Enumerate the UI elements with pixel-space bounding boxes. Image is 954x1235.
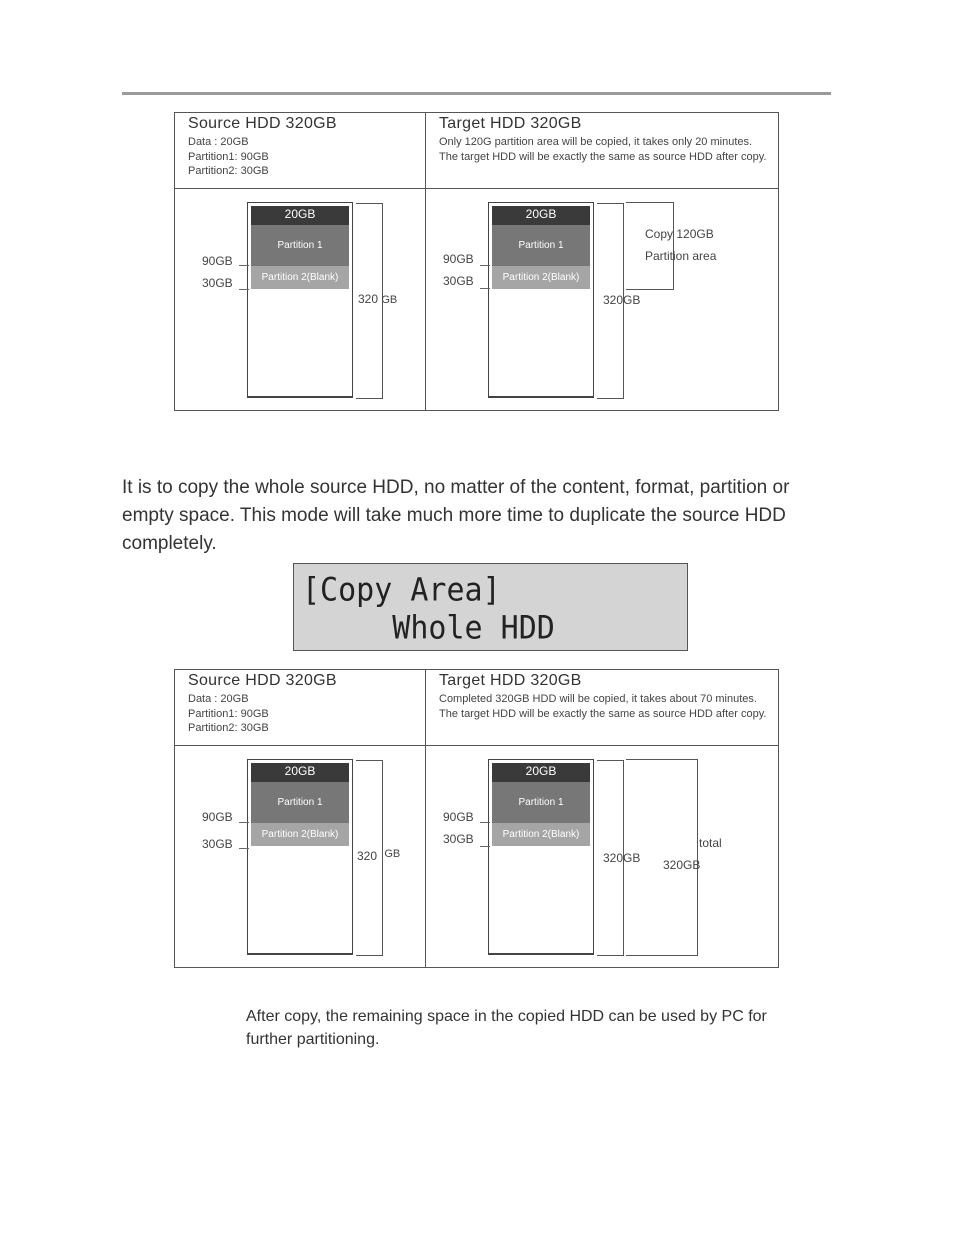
top-rule — [122, 92, 831, 95]
target-info: Only 120G partition area will be copied, it takes only 20 minutes. The target HDD will be exactly the same as source HDD after copy. — [439, 136, 767, 163]
tick — [239, 289, 249, 290]
label-30gb: 30GB — [202, 276, 233, 290]
total-label: 320 GB — [357, 848, 401, 863]
tick — [480, 822, 490, 823]
total-label: 320GB — [603, 293, 641, 307]
partition2-segment: Partition 2(Blank) — [492, 823, 590, 846]
source-info: Data : 20GB Partition1: 90GB Partition2: 30GB — [188, 693, 269, 734]
label-90gb: 90GB — [202, 810, 233, 824]
whole-hdd-description: It is to copy the whole source HDD, no matter of the content, format, partition or empty space. This mode will take much more time to duplicate the source HDD completely. — [122, 477, 790, 554]
total-label: 320 GB — [358, 292, 398, 306]
tick — [480, 846, 490, 847]
tick — [480, 265, 490, 266]
source-info: Data : 20GB Partition1: 90GB Partition2: 30GB — [188, 136, 269, 177]
data-segment: 20GB — [492, 206, 590, 225]
label-90gb: 90GB — [443, 252, 474, 266]
source-disk — [247, 759, 353, 955]
total-label: 320GB — [603, 851, 641, 865]
tick — [239, 822, 249, 823]
data-segment: 20GB — [251, 763, 349, 782]
data-segment: 20GB — [492, 763, 590, 782]
row-divider — [175, 188, 778, 189]
partition1-segment: Partition 1 — [492, 782, 590, 823]
column-divider — [425, 113, 426, 410]
tick — [480, 288, 490, 289]
tick — [239, 265, 249, 266]
partition2-segment: Partition 2(Blank) — [492, 266, 590, 289]
whole-copy-figure — [174, 669, 779, 968]
partition1-segment: Partition 1 — [251, 225, 349, 266]
partition2-segment: Partition 2(Blank) — [251, 823, 349, 846]
data-segment: 20GB — [251, 206, 349, 225]
copy-bracket — [626, 202, 674, 290]
after-copy-note: After copy, the remaining space in the copied HDD can be used by PC for further partitioning. — [246, 1008, 767, 1048]
copy-label: Copy 120GB — [645, 227, 714, 241]
source-title: Source HDD 320GB — [188, 115, 337, 132]
target-disk — [488, 759, 594, 955]
label-90gb: 90GB — [202, 254, 233, 268]
row-divider — [175, 745, 778, 746]
column-divider — [425, 670, 426, 967]
copy-size-label: 320GB — [663, 858, 701, 872]
label-30gb: 30GB — [202, 837, 233, 851]
target-title: Target HDD 320GB — [439, 115, 582, 132]
copy-area-label: Partition area — [645, 249, 717, 263]
tick — [239, 848, 249, 849]
source-title: Source HDD 320GB — [188, 672, 337, 689]
lcd-line2: Whole HDD — [302, 609, 555, 648]
lcd-display — [293, 563, 688, 651]
partition2-segment: Partition 2(Blank) — [251, 266, 349, 289]
copy-label: total — [699, 836, 722, 850]
label-30gb: 30GB — [443, 274, 474, 288]
partition-copy-figure — [174, 112, 779, 411]
label-30gb: 30GB — [443, 832, 474, 846]
partition1-segment: Partition 1 — [492, 225, 590, 266]
label-90gb: 90GB — [443, 810, 474, 824]
target-info: Completed 320GB HDD will be copied, it takes about 70 minutes. The target HDD will be exactly the same as source HDD after copy. — [439, 693, 767, 720]
source-disk — [247, 202, 353, 398]
partition1-segment: Partition 1 — [251, 782, 349, 823]
lcd-line1: [Copy Area] — [302, 571, 501, 610]
target-title: Target HDD 320GB — [439, 672, 582, 689]
target-disk — [488, 202, 594, 398]
